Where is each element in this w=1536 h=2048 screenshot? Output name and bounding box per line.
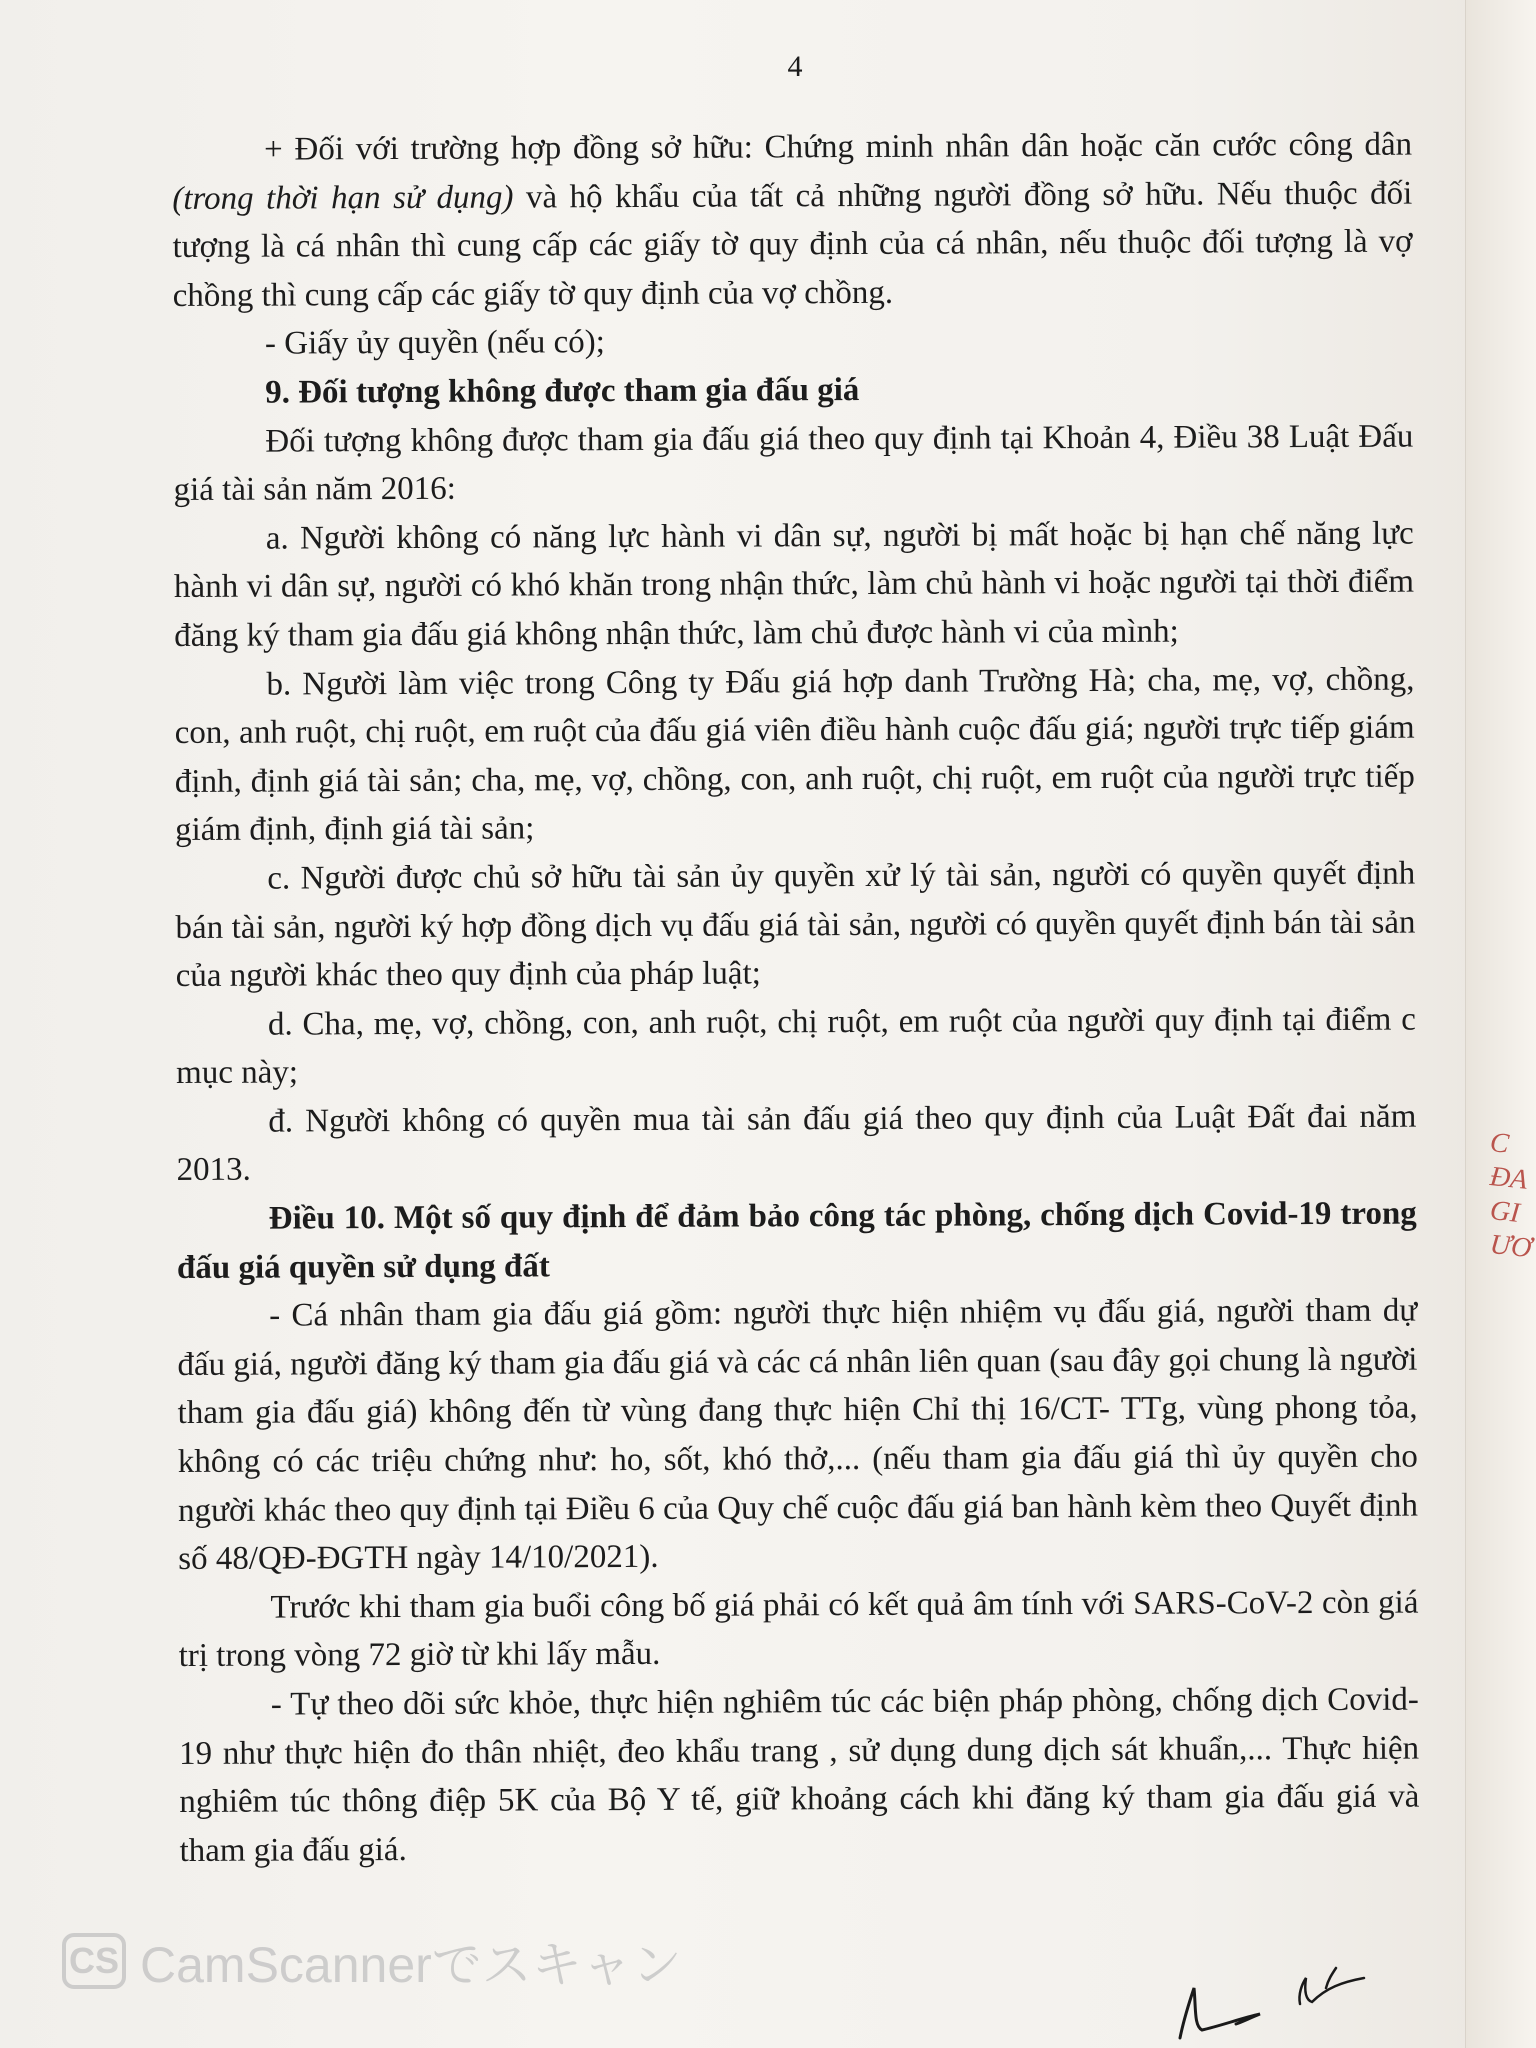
handwritten-signature bbox=[1150, 1948, 1390, 2048]
paragraph-participants: - Cá nhân tham gia đấu giá gồm: người thực hiện nhiệm vụ đấu giá, người tham dự đấu giá, người đăng ký tham gia đấu giá và các cá nhân liên quan (sau đây gọi chung là người tham gia đấu giá) không đến từ vùng đang thực hiện Chỉ thị 16/CT- TTg, vùng phong tỏa, không có các triệu chứng như: ho, sốt, khó thở,... (nếu tham gia đấu giá thì ủy quyền cho người khác theo quy định tại Điều 6 của Quy chế cuộc đấu giá ban hành kèm theo Quyết định số 48/QĐ-ĐGTH ngày 14/10/2021). bbox=[177, 1292, 1419, 1578]
stamp-fragment-line: C bbox=[1488, 1126, 1511, 1160]
document-body bbox=[172, 121, 1420, 1876]
list-item-b: b. Người làm việc trong Công ty Đấu giá hợp danh Trường Hà; cha, mẹ, vợ, chồng, con, anh ruột, chị ruột, em ruột của đấu giá viên điều hành cuộc đấu giá; người trực tiếp giám định, định giá tài sản; cha, mẹ, vợ, chồng, con, anh ruột, chị ruột, em ruột của người trực tiếp giám định, định giá tài sản; bbox=[174, 661, 1415, 849]
camscanner-watermark bbox=[62, 1928, 682, 1994]
list-item-dd: đ. Người không có quyền mua tài sản đấu giá theo quy định của Luật Đất đai năm 2013. bbox=[176, 1098, 1417, 1189]
section-heading-9: 9. Đối tượng không được tham gia đấu giá bbox=[265, 371, 860, 411]
paragraph-covid-test: Trước khi tham gia buổi công bố giá phải có kết quả âm tính với SARS-CoV-2 còn giá trị trong vòng 72 giờ từ khi lấy mẫu. bbox=[178, 1584, 1419, 1675]
stamp-fragment-line: ĐA bbox=[1488, 1160, 1529, 1196]
article-heading-10: Điều 10. Một số quy định để đảm bảo công tác phòng, chống dịch Covid-19 trong đấu giá quyền sử dụng đất bbox=[176, 1195, 1417, 1286]
paragraph-authorization: - Giấy ủy quyền (nếu có); bbox=[264, 324, 606, 362]
paragraph-joint-ownership: + Đối với trường hợp đồng sở hữu: Chứng minh nhân dân hoặc căn cước công dân (trong thời hạn sử dụng) và hộ khẩu của tất cả những người đồng sở hữu. Nếu thuộc đối tượng là cá nhân thì cung cấp các giấy tờ quy định của cá nhân, nếu thuộc đối tượng là vợ chồng thì cung cấp các giấy tờ quy định của vợ chồng. bbox=[172, 126, 1413, 314]
list-item-c: c. Người được chủ sở hữu tài sản ủy quyền xử lý tài sản, người có quyền quyết định bán tài sản, người ký hợp đồng dịch vụ đấu giá tài sản, người có quyền quyết định bán tài sản của người khác theo quy định của pháp luật; bbox=[175, 855, 1416, 995]
camscanner-logo-icon: CS bbox=[62, 1933, 126, 1989]
paragraph-intro: Đối tượng không được tham gia đấu giá theo quy định tại Khoản 4, Điều 38 Luật Đấu giá tài sản năm 2016: bbox=[173, 418, 1414, 509]
list-item-d: d. Cha, mẹ, vợ, chồng, con, anh ruột, chị ruột, em ruột của người quy định tại điểm c mục này; bbox=[176, 1001, 1416, 1092]
list-item-a: a. Người không có năng lực hành vi dân sự, người bị mất hoặc bị hạn chế năng lực hành vi dân sự, người có khó khăn trong nhận thức, làm chủ hành vi hoặc người tại thời điểm đăng ký tham gia đấu giá không nhận thức, làm chủ được hành vi của mình; bbox=[173, 515, 1415, 654]
page-edge bbox=[1465, 0, 1536, 2048]
paragraph-health-monitoring: - Tự theo dõi sức khỏe, thực hiện nghiêm túc các biện pháp phòng, chống dịch Covid-19 như thực hiện đo thân nhiệt, đeo khẩu trang , sử dụng dung dịch sát khuẩn,... Thực hiện nghiêm túc thông điệp 5K của Bộ Y tế, giữ khoảng cách khi đăng ký tham gia đấu giá và tham gia đấu giá. bbox=[179, 1681, 1420, 1869]
watermark-text: CamScannerでスキャン bbox=[140, 1937, 682, 1993]
stamp-fragment-line: GI bbox=[1488, 1194, 1522, 1229]
stamp-fragment-line: ƯƠ bbox=[1488, 1228, 1533, 1265]
page-number: 4 bbox=[787, 50, 803, 83]
